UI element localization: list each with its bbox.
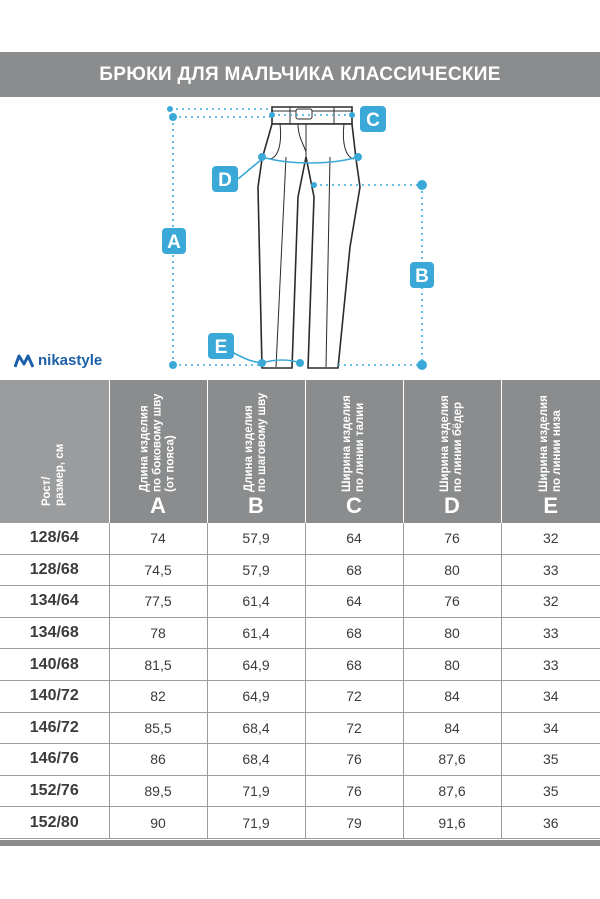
measurement-cell: 68 [305,617,403,649]
table-row [0,554,600,586]
measurement-cell: 68,4 [207,712,305,744]
table-row [0,744,600,776]
measurement-cell: 76 [305,775,403,807]
measurement-cell: 64,9 [207,680,305,712]
measurement-cell: 71,9 [207,807,305,839]
measurement-cell: 76 [403,586,501,618]
measurement-cell: 36 [501,807,600,839]
measurement-cell: 82 [109,680,207,712]
column-letter: E [543,493,559,518]
size-cell: 146/76 [0,744,109,776]
size-cell: 146/72 [0,712,109,744]
measurement-cell: 78 [109,617,207,649]
column-header-line: по шаговому шву [256,392,268,492]
measurement-cell: 87,6 [403,744,501,776]
size-cell: 152/76 [0,775,109,807]
measurement-cell: 68 [305,649,403,681]
measurement-cell: 87,6 [403,775,501,807]
measurement-cell: 81,5 [109,649,207,681]
size-cell: 128/68 [0,554,109,586]
measurement-cell: 80 [403,554,501,586]
measurement-cell: 77,5 [109,586,207,618]
table-row [0,680,600,712]
table-header-row [0,380,600,523]
measurement-cell: 85,5 [109,712,207,744]
measurement-cell: 90 [109,807,207,839]
size-cell: 140/72 [0,680,109,712]
column-letter: A [150,493,166,518]
trousers-diagram [0,97,600,380]
column-header-1 [109,380,207,523]
bottom-bar [0,840,600,846]
size-cell: 140/68 [0,649,109,681]
label-a-badge [162,228,186,254]
measurement-cell: 74 [109,523,207,554]
measurement-cell: 33 [501,554,600,586]
measurement-cell: 33 [501,649,600,681]
label-d: D [218,170,232,191]
column-header-0 [0,380,109,523]
column-header-3 [305,380,403,523]
column-header-5 [501,380,600,523]
table-row [0,617,600,649]
measurement-cell: 84 [403,712,501,744]
measurement-cell: 74,5 [109,554,207,586]
measurement-cell: 80 [403,649,501,681]
measurement-cell: 91,6 [403,807,501,839]
measurement-cell: 76 [305,744,403,776]
size-cell: 134/68 [0,617,109,649]
brand-name: nikastyle [38,352,103,369]
measurement-cell: 32 [501,523,600,554]
measurement-cell: 57,9 [207,554,305,586]
measurement-cell: 32 [501,586,600,618]
column-header-line: Длина изделия [243,405,255,492]
column-header-line: по линии талии [354,402,366,492]
column-header-line: Ширина изделия [341,395,353,492]
label-b-badge [410,262,434,288]
measurement-cell: 72 [305,680,403,712]
table-row [0,523,600,554]
measurement-cell: 84 [403,680,501,712]
measurement-cell: 64 [305,523,403,554]
brand-logo [14,352,102,369]
label-c-badge [360,106,386,132]
measurement-cell: 34 [501,712,600,744]
label-c: C [366,110,380,131]
column-letter: B [248,493,264,518]
column-header-line: Ширина изделия [439,395,451,492]
page-title-text: БРЮКИ ДЛЯ МАЛЬЧИКА КЛАССИЧЕСКИЕ [99,63,501,85]
measurement-cell: 61,4 [207,586,305,618]
table-row [0,586,600,618]
table-row [0,775,600,807]
table-row [0,807,600,839]
label-e: E [214,337,228,358]
column-header-2 [207,380,305,523]
label-d-badge [212,166,238,192]
measurement-cell: 80 [403,617,501,649]
size-cell: 152/80 [0,807,109,839]
measurement-cell: 34 [501,680,600,712]
column-letter: D [444,493,460,518]
measurement-cell: 35 [501,744,600,776]
column-header-4 [403,380,501,523]
measurement-cell: 64 [305,586,403,618]
column-header-line: размер, см [54,443,67,506]
measurement-cell: 35 [501,775,600,807]
column-header-line: по линии низа [550,410,563,492]
measurement-cell: 89,5 [109,775,207,807]
label-e-badge [208,333,234,359]
page-title [0,52,600,97]
measurement-cell: 72 [305,712,403,744]
measurement-cell: 57,9 [207,523,305,554]
measurement-cell: 86 [109,744,207,776]
measurement-cell: 76 [403,523,501,554]
measurement-cell: 79 [305,807,403,839]
column-header-line: Рост/ [41,476,54,506]
nikastyle-logo-icon [14,353,34,369]
size-cell: 128/64 [0,523,109,554]
column-header-line: Длина изделия [138,405,151,492]
column-header-line: по линии бёдер [452,401,464,492]
table-row [0,649,600,681]
label-b: B [415,266,429,287]
table-row [0,712,600,744]
size-table [0,380,600,839]
column-header-line: по боковому шву [151,393,164,492]
measurement-cell: 33 [501,617,600,649]
column-header-line: Ширина изделия [537,395,550,492]
measurement-cell: 64,9 [207,649,305,681]
column-letter: C [346,493,362,518]
size-cell: 134/64 [0,586,109,618]
column-header-line: (от пояса) [164,435,177,492]
measurement-cell: 68,4 [207,744,305,776]
measurement-cell: 68 [305,554,403,586]
measurement-cell: 61,4 [207,617,305,649]
measurement-cell: 71,9 [207,775,305,807]
label-a: A [167,232,181,253]
